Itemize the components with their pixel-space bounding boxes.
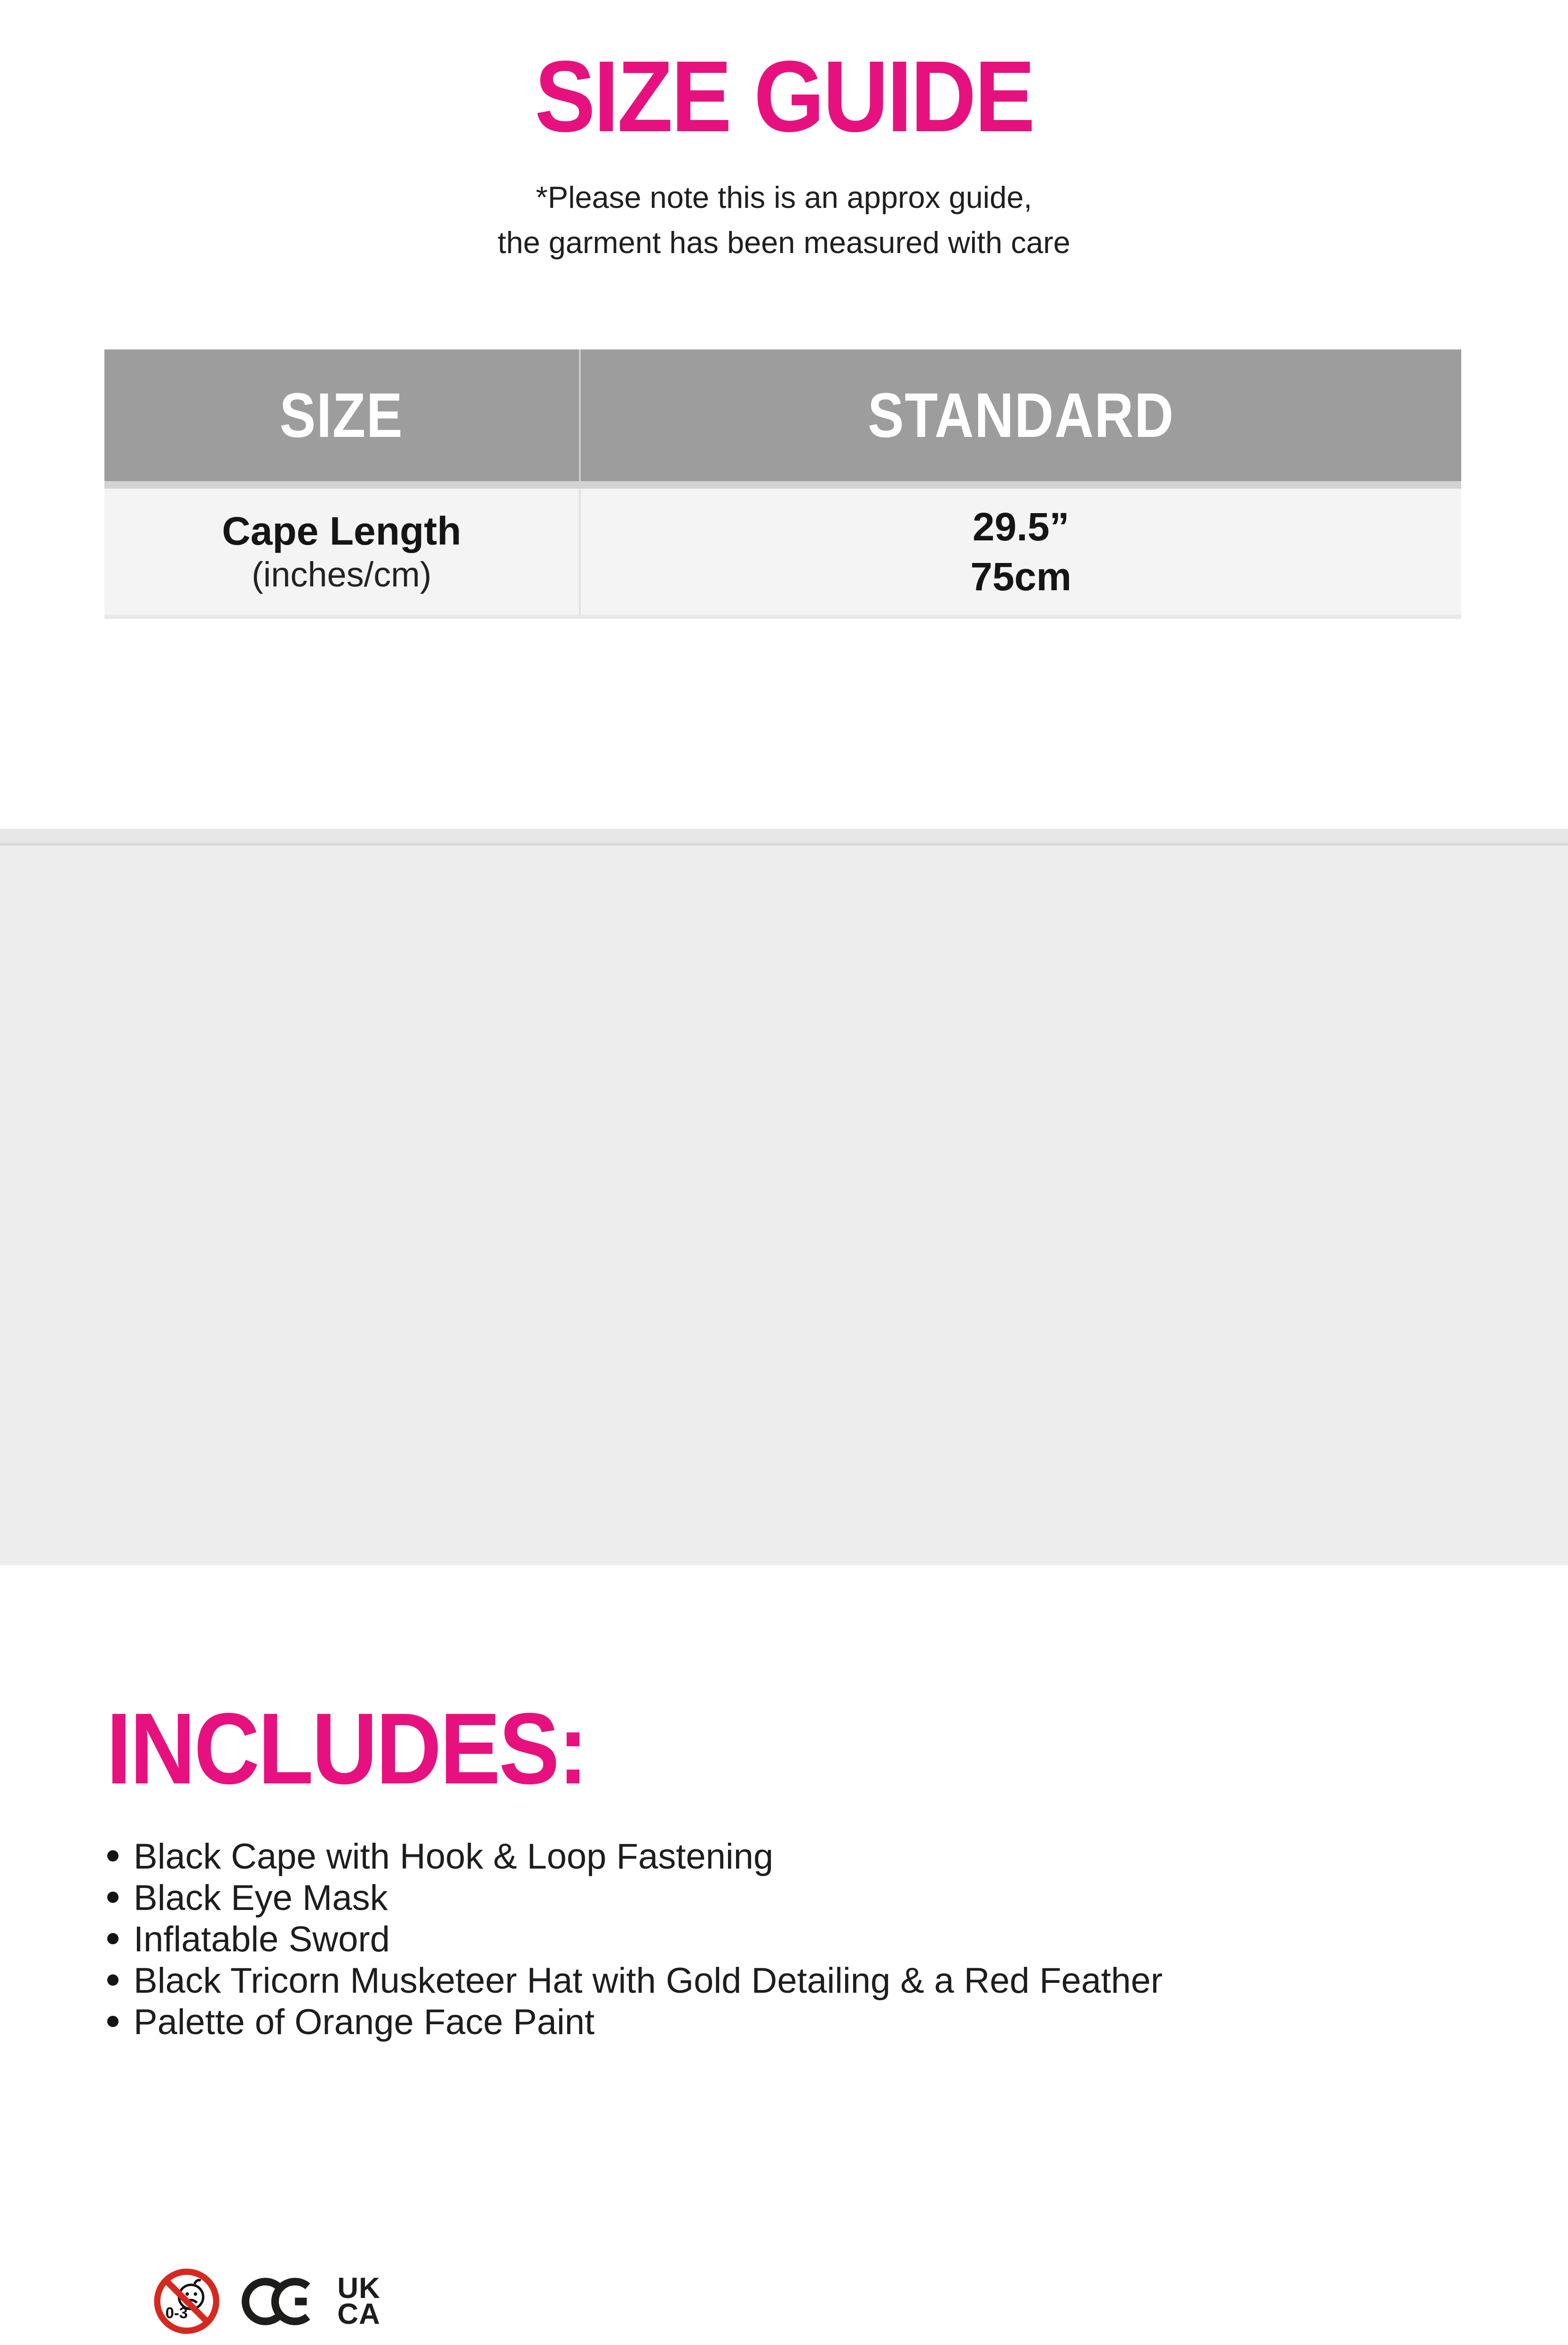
header-size-label: SIZE [279,380,404,451]
includes-heading: INCLUDES: [106,1692,587,1805]
ce-mark-icon [241,2278,317,2325]
age-warning-label: 0-3 [165,2304,188,2321]
ukca-line-1: UK [337,2272,380,2305]
no-under-3-years-icon [153,2267,221,2335]
size-table-header-standard [581,349,1461,481]
list-item: Palette of Orange Face Paint [106,2002,1163,2043]
note-line-1: *Please note this is an approx guide, [536,180,1032,214]
size-table [104,349,1461,619]
size-guide-note [0,175,1568,265]
certification-badges [106,2258,427,2345]
header-standard-label: STANDARD [867,380,1174,451]
list-item: Black Cape with Hook & Loop Fastening [106,1836,1163,1878]
table-divider [104,481,1461,489]
note-line-2: the garment has been measured with care [498,225,1070,260]
size-table-header-row [104,349,1461,481]
table-row [104,489,1461,619]
page-title: SIZE GUIDE [534,40,1034,153]
value-cm: 75cm [970,555,1072,599]
value-inches: 29.5” [973,505,1069,549]
measurement-label-cell [104,489,581,615]
list-item: Black Tricorn Musketeer Hat with Gold Detailing & a Red Feather [106,1960,1163,2002]
list-item: Inflatable Sword [106,1919,1163,1960]
includes-list [106,1836,1163,2043]
list-item: Black Eye Mask [106,1878,1163,1919]
ukca-line-2: CA [337,2298,380,2330]
includes-section [0,829,1568,2330]
measurement-name: Cape Length [222,509,461,553]
measurement-value-cell [581,489,1461,615]
size-table-header-size [104,349,581,481]
measurement-units: (inches/cm) [252,555,432,594]
title-row [0,40,1568,153]
ukca-mark-icon [337,2272,380,2330]
